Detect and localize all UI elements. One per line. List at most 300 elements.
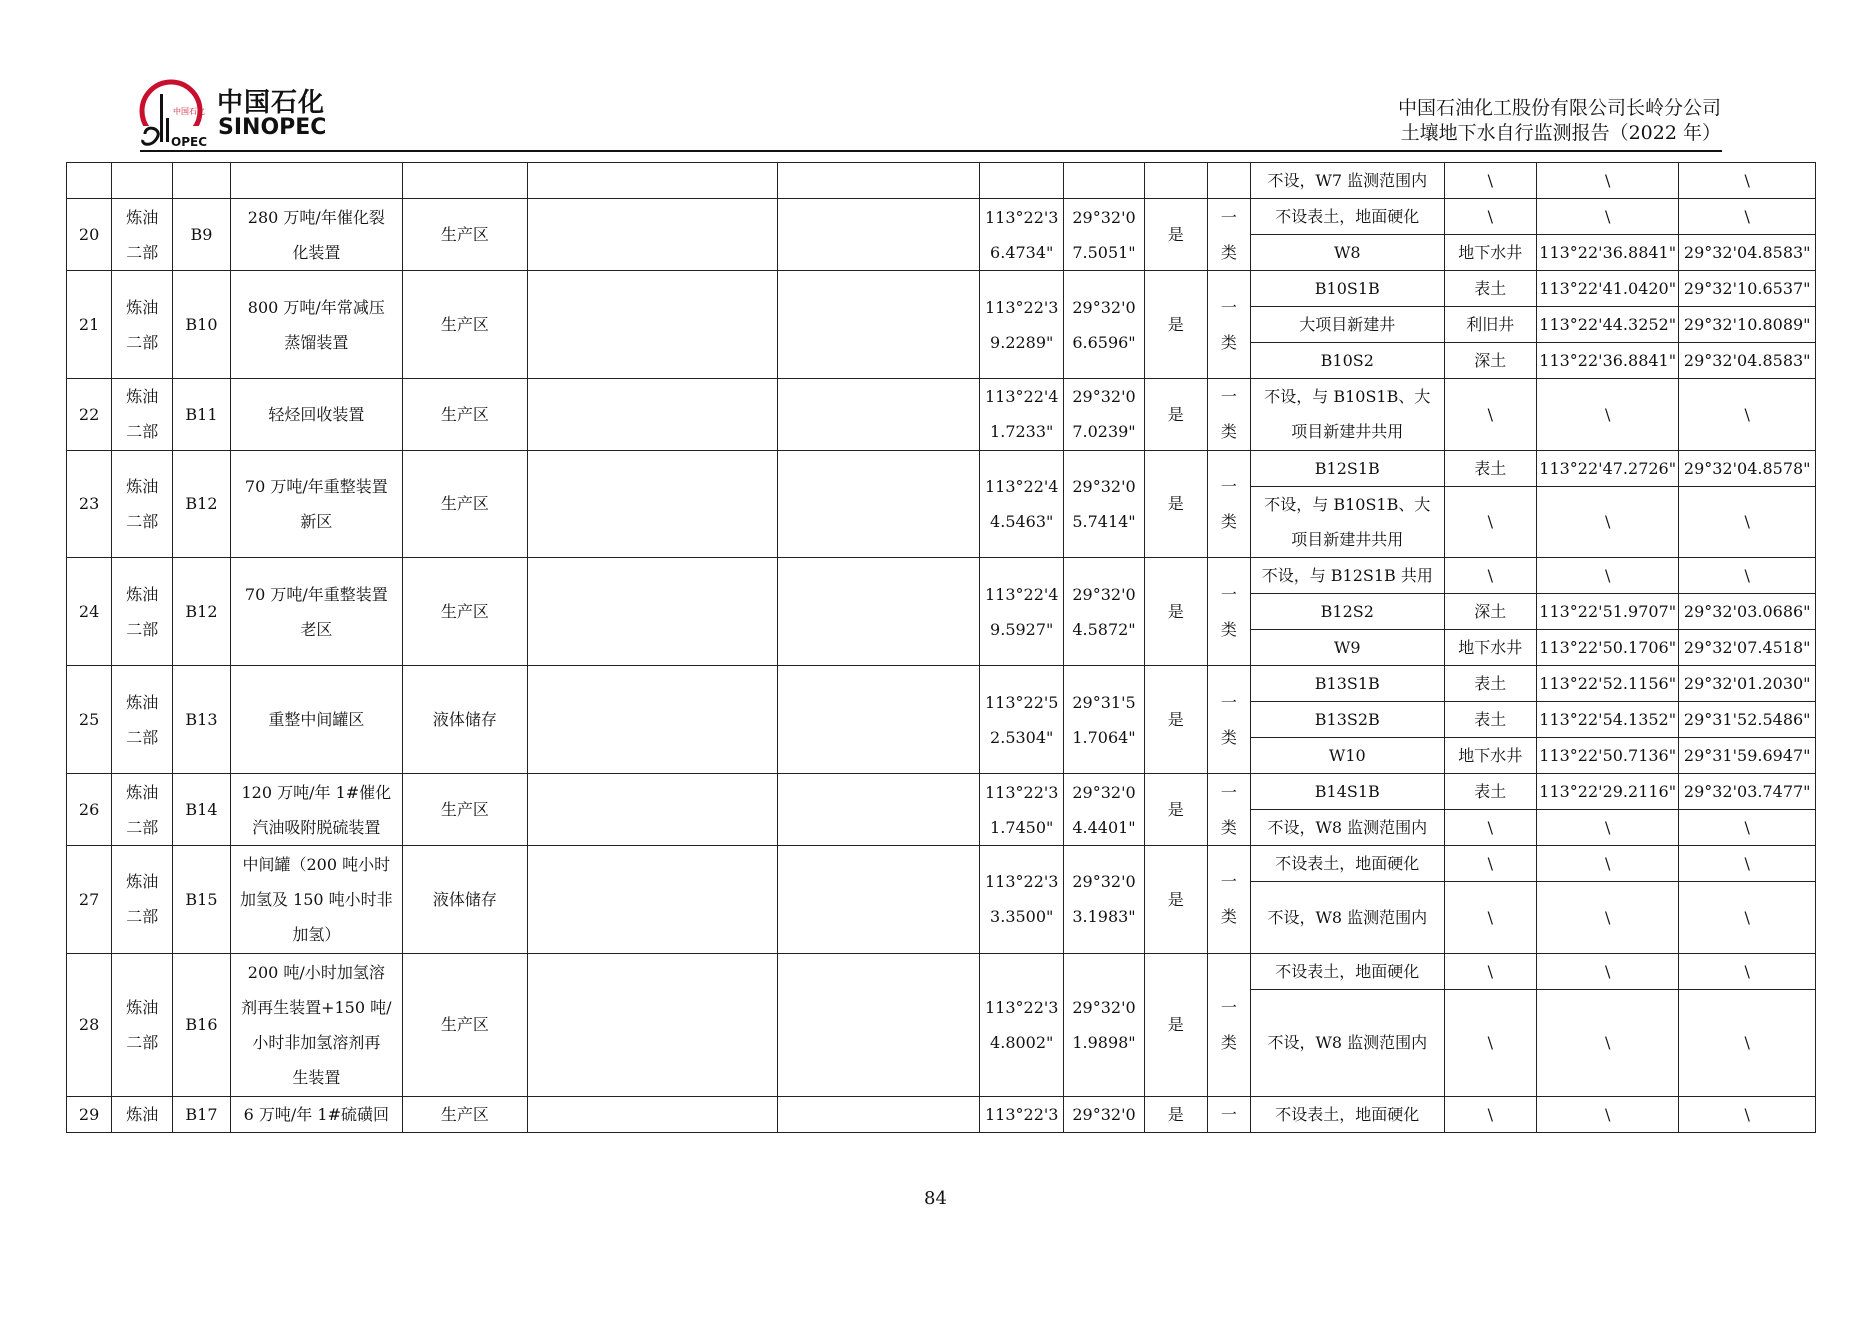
point-longitude-cell: \ bbox=[1536, 882, 1678, 954]
logo-english-text: SINOPEC bbox=[218, 115, 327, 140]
unit-code-cell: B12 bbox=[173, 558, 230, 666]
unit-code-cell: B12 bbox=[173, 450, 230, 558]
point-longitude-cell: \ bbox=[1536, 1097, 1678, 1133]
point-latitude-cell: \ bbox=[1679, 558, 1816, 594]
monitoring-point-cell bbox=[1250, 953, 1444, 989]
seq-no-cell: 21 bbox=[67, 271, 112, 379]
monitoring-point-cell bbox=[1250, 271, 1444, 307]
facility-name-cell bbox=[230, 953, 403, 1096]
company-name: 中国石油化工股份有限公司长岭分公司 bbox=[1397, 97, 1721, 119]
facility-name-cell bbox=[230, 379, 403, 451]
key-facility-flag-cell bbox=[1144, 163, 1207, 199]
facility-name-cell bbox=[230, 774, 403, 846]
table-row bbox=[67, 379, 1816, 415]
latitude-cell-line: 29°32'0 bbox=[1072, 387, 1136, 407]
point-longitude-cell: 113°22'50.1706" bbox=[1536, 630, 1678, 666]
department-cell-line: 炼油 bbox=[126, 782, 159, 802]
longitude-cell-line: 113°22'4 bbox=[984, 584, 1059, 604]
empty-cell bbox=[778, 666, 980, 774]
sinopec-logo bbox=[135, 78, 335, 148]
category-cell-line: 类 bbox=[1220, 1032, 1237, 1052]
monitoring-point-cell-line: W9 bbox=[1333, 638, 1361, 658]
point-latitude-cell: 29°32'10.6537" bbox=[1679, 271, 1816, 307]
point-type-cell: 表土 bbox=[1444, 702, 1536, 738]
point-longitude-cell: 113°22'54.1352" bbox=[1536, 702, 1678, 738]
monitoring-point-cell-line: 不设，W8 监测范围内 bbox=[1267, 1033, 1428, 1053]
empty-cell bbox=[778, 1097, 980, 1133]
monitoring-point-cell-line: 项目新建井共用 bbox=[1291, 422, 1404, 442]
latitude-cell-line: 29°32'0 bbox=[1072, 297, 1136, 317]
category-cell-line: 一 bbox=[1220, 584, 1237, 604]
empty-cell bbox=[527, 199, 778, 271]
latitude-cell-line: 1.7064" bbox=[1072, 727, 1136, 747]
point-latitude-cell: 29°32'01.2030" bbox=[1679, 666, 1816, 702]
point-type-cell: \ bbox=[1444, 810, 1536, 846]
facility-name-cell-line: 轻烃回收装置 bbox=[268, 404, 365, 424]
empty-cell bbox=[527, 163, 778, 199]
longitude-cell-line: 4.5463" bbox=[990, 511, 1054, 531]
longitude-cell-line: 3.3500" bbox=[990, 907, 1054, 927]
category-cell-line: 一 bbox=[1220, 692, 1237, 712]
monitoring-point-cell bbox=[1250, 882, 1444, 954]
longitude-cell-line: 6.4734" bbox=[990, 242, 1054, 262]
monitoring-point-cell-line: 不设表土，地面硬化 bbox=[1275, 854, 1420, 874]
category-cell-line: 一 bbox=[1220, 207, 1237, 227]
longitude-cell-line: 1.7233" bbox=[990, 422, 1054, 442]
header-divider bbox=[140, 150, 1722, 152]
unit-code-cell: B17 bbox=[173, 1097, 230, 1133]
category-cell bbox=[1207, 558, 1250, 666]
longitude-cell bbox=[980, 846, 1064, 954]
point-latitude-cell: 29°32'10.8089" bbox=[1679, 307, 1816, 343]
monitoring-point-cell bbox=[1250, 702, 1444, 738]
point-longitude-cell: 113°22'29.2116" bbox=[1536, 774, 1678, 810]
facility-name-cell-line: 汽油吸附脱硫装置 bbox=[252, 817, 381, 837]
category-cell-line: 类 bbox=[1220, 511, 1237, 531]
facility-name-cell-line: 800 万吨/年常减压 bbox=[247, 297, 385, 317]
longitude-cell-line: 113°22'4 bbox=[984, 476, 1059, 496]
point-latitude-cell: 29°31'59.6947" bbox=[1679, 738, 1816, 774]
point-longitude-cell: \ bbox=[1536, 163, 1678, 199]
longitude-cell bbox=[980, 666, 1064, 774]
point-type-cell: 表土 bbox=[1444, 450, 1536, 486]
latitude-cell bbox=[1064, 953, 1144, 1096]
key-facility-flag-cell: 是 bbox=[1144, 666, 1207, 774]
point-type-cell: \ bbox=[1444, 199, 1536, 235]
latitude-cell-line: 29°31'5 bbox=[1072, 692, 1136, 712]
key-facility-flag-cell: 是 bbox=[1144, 953, 1207, 1096]
point-latitude-cell: 29°32'07.4518" bbox=[1679, 630, 1816, 666]
point-latitude-cell: \ bbox=[1679, 846, 1816, 882]
department-cell bbox=[112, 163, 173, 199]
facility-name-cell-line: 280 万吨/年催化裂 bbox=[247, 207, 385, 227]
point-longitude-cell: 113°22'44.3252" bbox=[1536, 307, 1678, 343]
point-latitude-cell: \ bbox=[1679, 486, 1816, 558]
point-latitude-cell: \ bbox=[1679, 810, 1816, 846]
point-longitude-cell: \ bbox=[1536, 199, 1678, 235]
longitude-cell-line: 113°22'3 bbox=[984, 872, 1059, 892]
empty-cell bbox=[527, 846, 778, 954]
monitoring-point-cell bbox=[1250, 343, 1444, 379]
point-type-cell: \ bbox=[1444, 486, 1536, 558]
point-longitude-cell: 113°22'36.8841" bbox=[1536, 343, 1678, 379]
latitude-cell-line: 6.6596" bbox=[1072, 332, 1136, 352]
table-row bbox=[67, 163, 1816, 199]
department-cell bbox=[112, 558, 173, 666]
monitoring-point-cell bbox=[1250, 379, 1444, 451]
department-cell bbox=[112, 271, 173, 379]
point-type-cell: \ bbox=[1444, 953, 1536, 989]
point-type-cell: 利旧井 bbox=[1444, 307, 1536, 343]
logo-chinese-text: 中国石化 bbox=[217, 88, 326, 118]
department-cell-line: 炼油 bbox=[126, 584, 159, 604]
empty-cell bbox=[527, 666, 778, 774]
empty-cell bbox=[778, 953, 980, 1096]
department-cell bbox=[112, 666, 173, 774]
category-cell-line: 一 bbox=[1220, 297, 1237, 317]
table-row bbox=[67, 271, 1816, 307]
monitoring-point-cell bbox=[1250, 235, 1444, 271]
category-cell bbox=[1207, 163, 1250, 199]
monitoring-point-cell-line: B12S2 bbox=[1320, 602, 1374, 622]
area-type-cell: 生产区 bbox=[403, 1097, 527, 1133]
monitoring-point-cell-line: 不设表土，地面硬化 bbox=[1275, 1105, 1420, 1125]
point-longitude-cell: \ bbox=[1536, 558, 1678, 594]
monitoring-point-cell-line: 不设，W8 监测范围内 bbox=[1267, 818, 1428, 838]
report-title: 土壤地下水自行监测报告（2022 年） bbox=[1400, 122, 1721, 144]
category-cell bbox=[1207, 774, 1250, 846]
area-type-cell: 液体储存 bbox=[403, 846, 527, 954]
longitude-cell-line: 2.5304" bbox=[990, 727, 1054, 747]
longitude-cell-line: 113°22'3 bbox=[984, 1105, 1059, 1125]
page-number: 84 bbox=[924, 1188, 947, 1209]
facility-name-cell-line: 加氢） bbox=[292, 924, 341, 944]
department-cell-line: 二部 bbox=[126, 817, 159, 837]
latitude-cell-line: 29°32'0 bbox=[1072, 584, 1136, 604]
unit-code-cell: B10 bbox=[173, 271, 230, 379]
monitoring-point-cell bbox=[1250, 486, 1444, 558]
seq-no-cell: 28 bbox=[67, 953, 112, 1096]
unit-code-cell: B14 bbox=[173, 774, 230, 846]
empty-cell bbox=[778, 846, 980, 954]
monitoring-point-cell-line: B10S2 bbox=[1320, 351, 1374, 370]
category-cell bbox=[1207, 271, 1250, 379]
facility-name-cell-line: 200 吨/小时加氢溶 bbox=[247, 962, 385, 982]
department-cell-line: 炼油 bbox=[126, 1105, 159, 1125]
point-latitude-cell: \ bbox=[1679, 989, 1816, 1096]
table-body bbox=[67, 163, 1816, 1133]
facility-name-cell bbox=[230, 271, 403, 379]
point-latitude-cell: 29°31'52.5486" bbox=[1679, 702, 1816, 738]
category-cell-line: 类 bbox=[1220, 422, 1237, 442]
seq-no-cell: 27 bbox=[67, 846, 112, 954]
point-latitude-cell: \ bbox=[1679, 953, 1816, 989]
monitoring-point-cell bbox=[1250, 846, 1444, 882]
point-longitude-cell: 113°22'47.2726" bbox=[1536, 450, 1678, 486]
logo-seal-text: 中国石化 bbox=[173, 107, 205, 116]
facility-name-cell-line: 小时非加氢溶剂再 bbox=[252, 1032, 381, 1052]
empty-cell bbox=[778, 163, 980, 199]
point-type-cell: \ bbox=[1444, 846, 1536, 882]
point-latitude-cell: 29°32'04.8583" bbox=[1679, 343, 1816, 379]
latitude-cell-line: 5.7414" bbox=[1072, 511, 1136, 531]
category-cell bbox=[1207, 953, 1250, 1096]
longitude-cell bbox=[980, 379, 1064, 451]
unit-code-cell: B16 bbox=[173, 953, 230, 1096]
monitoring-point-cell-line: 大项目新建井 bbox=[1299, 315, 1396, 334]
empty-cell bbox=[778, 774, 980, 846]
facility-name-cell-line: 70 万吨/年重整装置 bbox=[244, 584, 388, 604]
point-latitude-cell: 29°32'03.0686" bbox=[1679, 594, 1816, 630]
point-latitude-cell: 29°32'04.8583" bbox=[1679, 235, 1816, 271]
key-facility-flag-cell: 是 bbox=[1144, 846, 1207, 954]
monitoring-point-cell-line: W10 bbox=[1328, 746, 1366, 766]
longitude-cell-line: 113°22'3 bbox=[984, 297, 1059, 317]
facility-name-cell-line: 生装置 bbox=[292, 1067, 341, 1087]
category-cell-line: 一 bbox=[1220, 872, 1237, 892]
longitude-cell bbox=[980, 953, 1064, 1096]
area-type-cell: 液体储存 bbox=[403, 666, 527, 774]
point-longitude-cell: \ bbox=[1536, 379, 1678, 451]
category-cell bbox=[1207, 666, 1250, 774]
monitoring-point-cell bbox=[1250, 450, 1444, 486]
point-latitude-cell: \ bbox=[1679, 199, 1816, 235]
area-type-cell: 生产区 bbox=[403, 379, 527, 451]
empty-cell bbox=[527, 379, 778, 451]
area-type-cell: 生产区 bbox=[403, 953, 527, 1096]
category-cell-line: 类 bbox=[1220, 817, 1237, 837]
category-cell-line: 类 bbox=[1220, 907, 1237, 927]
department-cell bbox=[112, 1097, 173, 1133]
facility-name-cell bbox=[230, 558, 403, 666]
department-cell-line: 二部 bbox=[126, 242, 159, 262]
longitude-cell-line: 113°22'4 bbox=[984, 387, 1059, 407]
department-cell-line: 炼油 bbox=[126, 297, 159, 317]
table-row bbox=[67, 199, 1816, 235]
monitoring-point-cell bbox=[1250, 199, 1444, 235]
table-row bbox=[67, 450, 1816, 486]
department-cell-line: 二部 bbox=[126, 422, 159, 442]
point-longitude-cell: 113°22'50.7136" bbox=[1536, 738, 1678, 774]
point-type-cell: \ bbox=[1444, 882, 1536, 954]
latitude-cell bbox=[1064, 450, 1144, 558]
latitude-cell-line: 29°32'0 bbox=[1072, 782, 1136, 802]
longitude-cell bbox=[980, 774, 1064, 846]
point-type-cell: 地下水井 bbox=[1444, 235, 1536, 271]
facility-name-cell-line: 蒸馏装置 bbox=[284, 332, 349, 352]
longitude-cell bbox=[980, 558, 1064, 666]
seq-no-cell: 24 bbox=[67, 558, 112, 666]
longitude-cell-line: 4.8002" bbox=[990, 1032, 1054, 1052]
seq-no-cell: 29 bbox=[67, 1097, 112, 1133]
facility-name-cell-line: 加氢及 150 吨小时非 bbox=[239, 889, 393, 909]
latitude-cell-line: 1.9898" bbox=[1072, 1032, 1136, 1052]
point-type-cell: 地下水井 bbox=[1444, 630, 1536, 666]
monitoring-point-cell bbox=[1250, 594, 1444, 630]
category-cell bbox=[1207, 379, 1250, 451]
latitude-cell bbox=[1064, 1097, 1144, 1133]
department-cell-line: 二部 bbox=[126, 332, 159, 352]
latitude-cell bbox=[1064, 163, 1144, 199]
category-cell-line: 类 bbox=[1220, 727, 1237, 747]
department-cell-line: 二部 bbox=[126, 727, 159, 747]
facility-name-cell bbox=[230, 199, 403, 271]
facility-name-cell bbox=[230, 450, 403, 558]
area-type-cell: 生产区 bbox=[403, 199, 527, 271]
point-longitude-cell: \ bbox=[1536, 846, 1678, 882]
longitude-cell-line: 9.2289" bbox=[990, 332, 1054, 352]
point-latitude-cell: \ bbox=[1679, 379, 1816, 451]
monitoring-point-cell-line: 不设，与 B10S1B、大 bbox=[1264, 387, 1431, 407]
monitoring-point-cell bbox=[1250, 1097, 1444, 1133]
point-latitude-cell: \ bbox=[1679, 882, 1816, 954]
seq-no-cell: 20 bbox=[67, 199, 112, 271]
latitude-cell-line: 29°32'0 bbox=[1072, 207, 1136, 227]
unit-code-cell: B15 bbox=[173, 846, 230, 954]
key-facility-flag-cell: 是 bbox=[1144, 1097, 1207, 1133]
unit-code-cell: B13 bbox=[173, 666, 230, 774]
monitoring-point-cell-line: 不设表土，地面硬化 bbox=[1275, 961, 1420, 981]
latitude-cell bbox=[1064, 379, 1144, 451]
area-type-cell: 生产区 bbox=[403, 774, 527, 846]
point-type-cell: 表土 bbox=[1444, 666, 1536, 702]
longitude-cell bbox=[980, 1097, 1064, 1133]
point-type-cell: \ bbox=[1444, 558, 1536, 594]
empty-cell bbox=[778, 450, 980, 558]
area-type-cell: 生产区 bbox=[403, 450, 527, 558]
area-type-cell: 生产区 bbox=[403, 271, 527, 379]
point-longitude-cell: \ bbox=[1536, 810, 1678, 846]
department-cell-line: 炼油 bbox=[126, 387, 159, 407]
facility-name-cell-line: 中间罐（200 吨小时 bbox=[242, 854, 391, 874]
latitude-cell bbox=[1064, 271, 1144, 379]
monitoring-point-cell-line: B12S1B bbox=[1314, 458, 1380, 478]
latitude-cell bbox=[1064, 846, 1144, 954]
monitoring-point-cell-line: 项目新建井共用 bbox=[1291, 529, 1404, 549]
longitude-cell-line: 9.5927" bbox=[990, 619, 1054, 639]
empty-cell bbox=[527, 1097, 778, 1133]
area-type-cell: 生产区 bbox=[403, 558, 527, 666]
category-cell-line: 类 bbox=[1220, 332, 1237, 352]
latitude-cell-line: 4.5872" bbox=[1072, 619, 1136, 639]
point-type-cell: \ bbox=[1444, 1097, 1536, 1133]
empty-cell bbox=[527, 774, 778, 846]
point-latitude-cell: 29°32'04.8578" bbox=[1679, 450, 1816, 486]
point-longitude-cell: 113°22'52.1156" bbox=[1536, 666, 1678, 702]
facility-name-cell bbox=[230, 666, 403, 774]
category-cell-line: 一 bbox=[1220, 782, 1237, 802]
key-facility-flag-cell: 是 bbox=[1144, 450, 1207, 558]
report-header bbox=[1398, 96, 1721, 146]
monitoring-point-cell-line: B14S1B bbox=[1314, 782, 1380, 802]
key-facility-flag-cell: 是 bbox=[1144, 271, 1207, 379]
empty-cell bbox=[778, 379, 980, 451]
area-type-cell bbox=[403, 163, 527, 199]
latitude-cell-line: 4.4401" bbox=[1072, 817, 1136, 837]
seq-no-cell bbox=[67, 163, 112, 199]
point-longitude-cell: \ bbox=[1536, 486, 1678, 558]
category-cell-line: 一 bbox=[1220, 1105, 1237, 1125]
latitude-cell-line: 29°32'0 bbox=[1072, 476, 1136, 496]
facility-name-cell-line: 70 万吨/年重整装置 bbox=[244, 476, 388, 496]
monitoring-point-cell-line: 不设，W7 监测范围内 bbox=[1267, 171, 1428, 190]
point-type-cell: 表土 bbox=[1444, 271, 1536, 307]
table-row bbox=[67, 846, 1816, 882]
department-cell-line: 二部 bbox=[126, 511, 159, 531]
unit-code-cell bbox=[173, 163, 230, 199]
monitoring-point-cell-line: B13S2B bbox=[1314, 710, 1380, 730]
latitude-cell-line: 29°32'0 bbox=[1072, 997, 1136, 1017]
latitude-cell-line: 7.5051" bbox=[1072, 242, 1136, 262]
point-latitude-cell: \ bbox=[1679, 163, 1816, 199]
monitoring-point-cell bbox=[1250, 738, 1444, 774]
empty-cell bbox=[778, 558, 980, 666]
longitude-cell-line: 113°22'3 bbox=[984, 782, 1059, 802]
department-cell-line: 炼油 bbox=[126, 997, 159, 1017]
point-longitude-cell: \ bbox=[1536, 989, 1678, 1096]
latitude-cell-line: 3.1983" bbox=[1072, 907, 1136, 927]
category-cell-line: 类 bbox=[1220, 242, 1237, 262]
longitude-cell-line: 113°22'5 bbox=[984, 692, 1059, 712]
longitude-cell bbox=[980, 163, 1064, 199]
department-cell bbox=[112, 450, 173, 558]
facility-name-cell bbox=[230, 846, 403, 954]
monitoring-point-cell bbox=[1250, 989, 1444, 1096]
empty-cell bbox=[527, 558, 778, 666]
department-cell-line: 炼油 bbox=[126, 692, 159, 712]
point-type-cell: 表土 bbox=[1444, 774, 1536, 810]
category-cell bbox=[1207, 846, 1250, 954]
longitude-cell bbox=[980, 450, 1064, 558]
point-longitude-cell: 113°22'41.0420" bbox=[1536, 271, 1678, 307]
sinopec-logo-icon bbox=[135, 78, 215, 150]
category-cell bbox=[1207, 199, 1250, 271]
latitude-cell-line: 29°32'0 bbox=[1072, 1105, 1136, 1125]
facility-name-cell-line: 重整中间罐区 bbox=[268, 710, 365, 730]
facility-name-cell-line: 老区 bbox=[300, 619, 333, 639]
point-longitude-cell: 113°22'36.8841" bbox=[1536, 235, 1678, 271]
point-latitude-cell: \ bbox=[1679, 1097, 1816, 1133]
department-cell bbox=[112, 953, 173, 1096]
category-cell-line: 一 bbox=[1220, 476, 1237, 496]
table-row bbox=[67, 666, 1816, 702]
monitoring-point-cell-line: 不设，与 B12S1B 共用 bbox=[1261, 566, 1433, 586]
table-row bbox=[67, 558, 1816, 594]
monitoring-point-cell bbox=[1250, 810, 1444, 846]
monitoring-table bbox=[66, 162, 1816, 1133]
monitoring-point-cell-line: B10S1B bbox=[1314, 279, 1380, 298]
point-type-cell: \ bbox=[1444, 163, 1536, 199]
department-cell-line: 炼油 bbox=[126, 207, 159, 227]
monitoring-point-cell-line: 不设表土，地面硬化 bbox=[1275, 207, 1420, 226]
department-cell bbox=[112, 774, 173, 846]
monitoring-point-cell-line: W8 bbox=[1333, 243, 1361, 262]
longitude-cell bbox=[980, 199, 1064, 271]
point-type-cell: \ bbox=[1444, 989, 1536, 1096]
department-cell-line: 炼油 bbox=[126, 476, 159, 496]
table-row bbox=[67, 953, 1816, 989]
key-facility-flag-cell: 是 bbox=[1144, 774, 1207, 846]
facility-name-cell-line: 剂再生装置+150 吨/ bbox=[241, 997, 392, 1017]
longitude-cell bbox=[980, 271, 1064, 379]
department-cell-line: 二部 bbox=[126, 619, 159, 639]
category-cell-line: 一 bbox=[1220, 997, 1237, 1017]
unit-code-cell: B9 bbox=[173, 199, 230, 271]
seq-no-cell: 22 bbox=[67, 379, 112, 451]
unit-code-cell: B11 bbox=[173, 379, 230, 451]
point-longitude-cell: 113°22'51.9707" bbox=[1536, 594, 1678, 630]
latitude-cell bbox=[1064, 199, 1144, 271]
